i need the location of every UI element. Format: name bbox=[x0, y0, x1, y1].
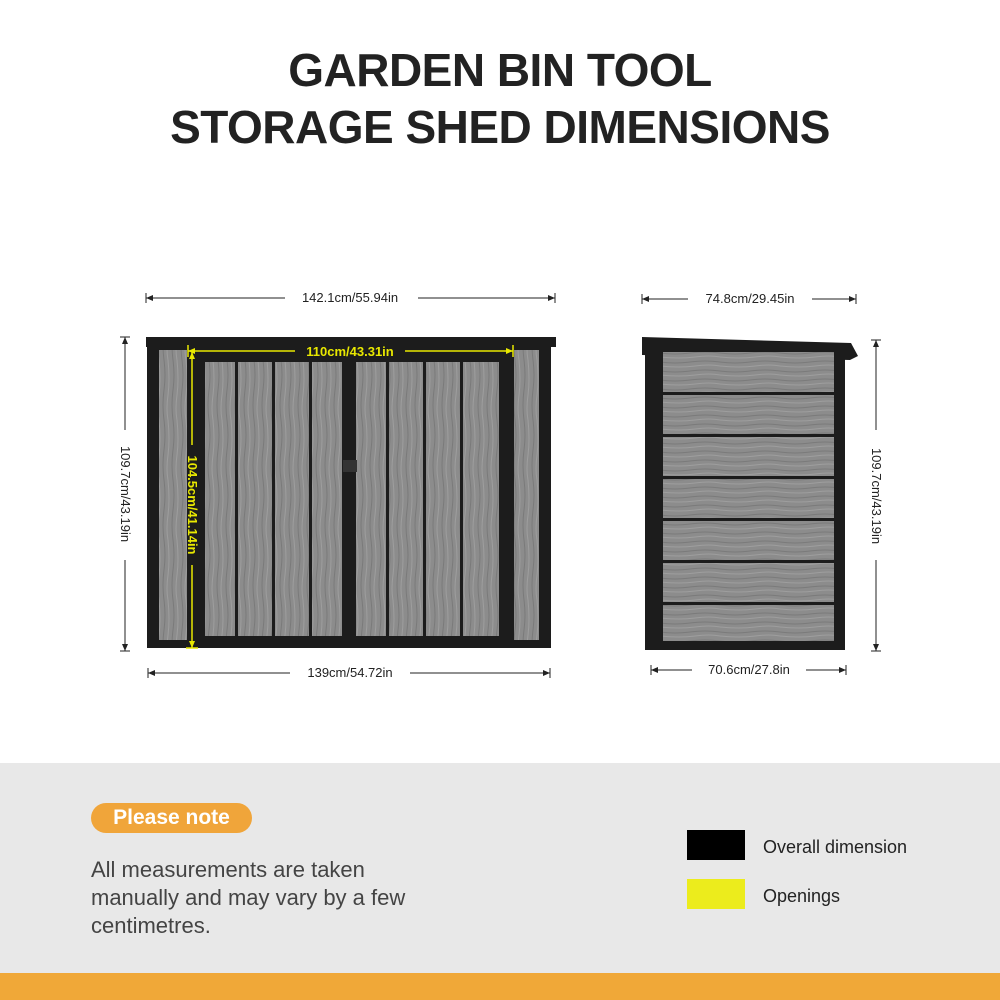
bottom-accent-bar bbox=[0, 973, 1000, 1000]
side-top-depth-label: 74.8cm/29.45in bbox=[705, 291, 795, 306]
door-latch bbox=[343, 460, 357, 472]
side-top-depth-dim bbox=[642, 291, 856, 306]
side-bottom-depth-dim bbox=[651, 662, 846, 677]
title-line-2: STORAGE SHED DIMENSIONS bbox=[170, 101, 830, 153]
side-height-label: 109.7cm/43.19in bbox=[869, 447, 884, 545]
front-height-dim bbox=[118, 337, 133, 651]
side-bottom-depth-label: 70.6cm/27.8in bbox=[708, 662, 790, 677]
side-shed bbox=[642, 337, 858, 650]
please-note-badge: Please note bbox=[91, 803, 252, 833]
front-base bbox=[147, 640, 551, 648]
left-door bbox=[201, 358, 345, 640]
legend-label-overall: Overall dimension bbox=[763, 837, 908, 857]
front-right-panel bbox=[514, 350, 539, 640]
opening-width-label: 110cm/43.31in bbox=[306, 344, 394, 359]
right-door bbox=[352, 358, 502, 640]
front-top-width-label: 142.1cm/55.94in bbox=[301, 290, 399, 305]
legend-label-openings: Openings bbox=[763, 886, 841, 906]
front-top-width-dim bbox=[146, 290, 555, 305]
front-shed bbox=[146, 337, 556, 648]
front-left-panel bbox=[159, 350, 187, 640]
title-line-1: GARDEN BIN TOOL bbox=[288, 44, 712, 96]
front-height-label: 109.7cm/43.19in bbox=[118, 445, 133, 543]
note-text: All measurements are taken manually and may vary by a few centimetres. bbox=[91, 857, 406, 938]
front-bottom-width-dim bbox=[148, 665, 550, 680]
legend-swatch-overall bbox=[687, 830, 745, 860]
side-height-dim bbox=[869, 340, 884, 651]
legend-swatch-openings bbox=[687, 879, 745, 909]
opening-height-label: 104.5cm/41.14in bbox=[185, 455, 200, 555]
front-bottom-width-label: 139cm/54.72in bbox=[307, 665, 393, 680]
